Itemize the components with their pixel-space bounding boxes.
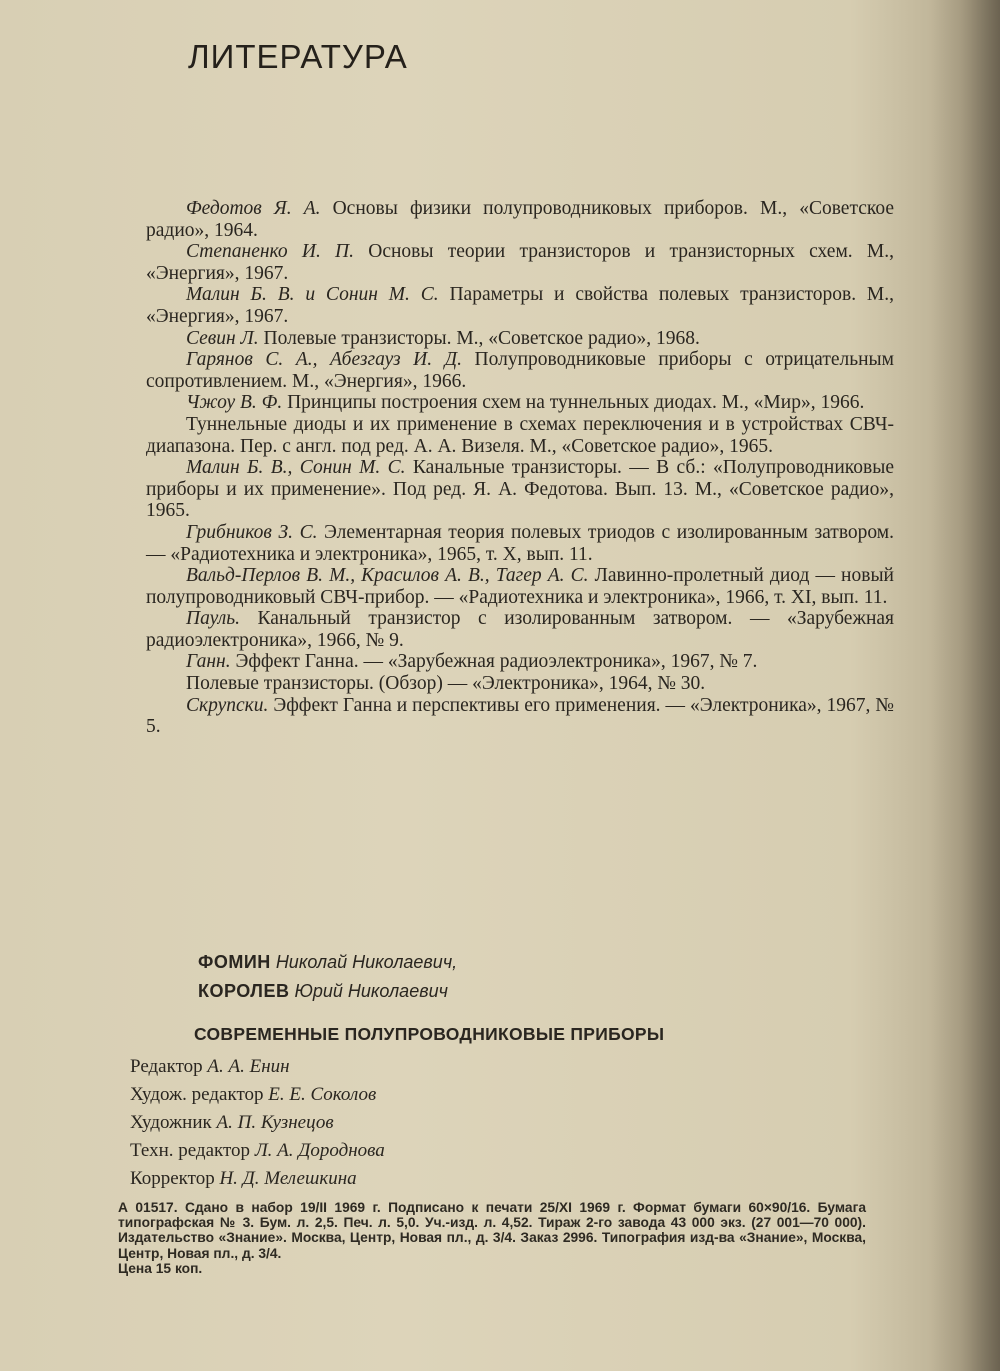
reference-text: Параметры и свойства полевых транзисторов. М., «Энергия», 1967. <box>146 284 894 327</box>
reference-text: Лавинно-пролетный диод — новый полупроводниковый СВЧ-прибор. — «Радиотехника и электроника», 1966, т. XI, вып. 11. <box>146 565 894 608</box>
staff-name: А. П. Кузнецов <box>216 1112 334 1133</box>
reference-item <box>146 414 894 457</box>
reference-text: Эффект Ганна и перспективы его применения. — «Электроника», 1967, № 5. <box>146 694 894 738</box>
staff-line <box>130 1165 870 1193</box>
reference-item <box>146 695 894 738</box>
reference-author: Грибников З. С. <box>186 521 318 543</box>
staff-role: Техн. редактор <box>130 1140 251 1161</box>
book-title: СОВРЕМЕННЫЕ ПОЛУПРОВОДНИКОВЫЕ ПРИБОРЫ <box>194 1024 665 1044</box>
reference-item <box>146 651 894 673</box>
reference-author: Малин Б. В., Сонин М. С. <box>186 457 406 479</box>
staff-name: Н. Д. Мелешкина <box>219 1168 357 1189</box>
reference-author: Гарянов С. А., Абезгауз И. Д. <box>186 349 462 371</box>
reference-text: Эффект Ганна. — «Зарубежная радиоэлектроника», 1967, № 7. <box>230 651 758 673</box>
staff-line <box>130 1137 870 1165</box>
price-text: Цена 15 коп. <box>118 1260 203 1276</box>
reference-author: Малин Б. В. и Сонин М. С. <box>186 284 439 306</box>
reference-author: Ганн. <box>186 651 231 673</box>
reference-item <box>146 198 894 241</box>
reference-text: Основы физики полупроводниковых приборов. М., «Советское радио», 1964. <box>146 198 894 241</box>
reference-text: Полевые транзисторы. (Обзор) — «Электроника», 1964, № 30. <box>186 673 706 695</box>
staff-line <box>130 1109 870 1137</box>
author-surname: КОРОЛЕВ <box>198 981 290 1001</box>
reference-item <box>146 284 894 327</box>
reference-item <box>146 328 894 350</box>
author-line <box>198 977 870 1006</box>
colophon <box>130 948 870 1193</box>
staff-name: Е. Е. Соколов <box>268 1084 377 1105</box>
reference-item <box>146 349 894 392</box>
reference-text: Полупроводниковые приборы с отрицательным сопротивлением. М., «Энергия», 1966. <box>146 349 894 392</box>
reference-text: Туннельные диоды и их применение в схемах переключения и в устройствах СВЧ-диапазона. Пер. с англ. под ред. А. А. Визеля. М., «Советское радио», 1965. <box>146 413 894 457</box>
staff-name: А. А. Енин <box>207 1056 290 1077</box>
staff-role: Худож. редактор <box>130 1084 264 1105</box>
reference-author: Вальд-Перлов В. М., Красилов А. В., Тагер А. С. <box>186 565 589 587</box>
reference-text: Канальные транзисторы. — В сб.: «Полупроводниковые приборы и их применение». Под ред. Я. А. Федотова. Вып. 13. М., «Советское радио», 1965. <box>146 457 894 522</box>
reference-text: Основы теории транзисторов и транзисторных схем. М., «Энергия», 1967. <box>146 241 894 284</box>
reference-text: Полевые транзисторы. М., «Советское радио», 1968. <box>258 327 700 349</box>
staff-role: Редактор <box>130 1056 203 1077</box>
author-surname: ФОМИН <box>198 952 271 972</box>
staff-line <box>130 1053 870 1081</box>
page-heading: ЛИТЕРАТУРА <box>188 38 408 75</box>
staff-line <box>130 1081 870 1109</box>
author-given-name: Николай Николаевич, <box>275 952 458 972</box>
reference-item <box>146 392 894 414</box>
reference-author: Степаненко И. П. <box>186 241 355 263</box>
reference-author: Федотов Я. А. <box>186 198 321 219</box>
reference-author: Чжоу В. Ф. <box>186 392 283 414</box>
author-line <box>198 948 870 977</box>
reference-item <box>146 565 894 608</box>
reference-item <box>146 673 894 695</box>
author-list <box>198 948 870 1006</box>
staff-name: Л. А. Дороднова <box>254 1140 385 1161</box>
staff-list <box>130 1053 870 1193</box>
reference-list <box>146 198 894 738</box>
reference-text: Принципы построения схем на туннельных диодах. М., «Мир», 1966. <box>282 392 865 414</box>
reference-item <box>146 522 894 565</box>
reference-text: Канальный транзистор с изолированным затвором. — «Зарубежная радиоэлектроника», 1966, № 9. <box>146 608 894 651</box>
imprint-block <box>118 1200 866 1276</box>
reference-item <box>146 457 894 522</box>
reference-text: Элементарная теория полевых триодов с изолированным затвором. — «Радиотехника и электроника», 1965, т. X, вып. 11. <box>146 521 894 565</box>
staff-role: Корректор <box>130 1168 215 1189</box>
page-spine-shadow <box>930 0 1000 1371</box>
staff-role: Художник <box>130 1112 212 1133</box>
reference-item <box>146 608 894 651</box>
reference-author: Пауль. <box>186 608 240 630</box>
reference-item <box>146 241 894 284</box>
reference-author: Севин Л. <box>186 327 259 349</box>
reference-author: Скрупски. <box>186 694 269 716</box>
imprint-text: А 01517. Сдано в набор 19/II 1969 г. Подписано к печати 25/XI 1969 г. Формат бумаги 60×90/16. Бумага типографская № 3. Бум. л. 2,5. Печ. л. 5,0. Уч.-изд. л. 4,52. Тираж 2-го завода 43 000 экз. (27 001—70 000). Издательство «Знание». Москва, Центр, Новая пл., д. 3/4. Заказ 2996. Типография изд-ва «Знание», Москва, Центр, Новая пл., д. 3/4. <box>118 1200 866 1261</box>
author-given-name: Юрий Николаевич <box>294 981 448 1001</box>
